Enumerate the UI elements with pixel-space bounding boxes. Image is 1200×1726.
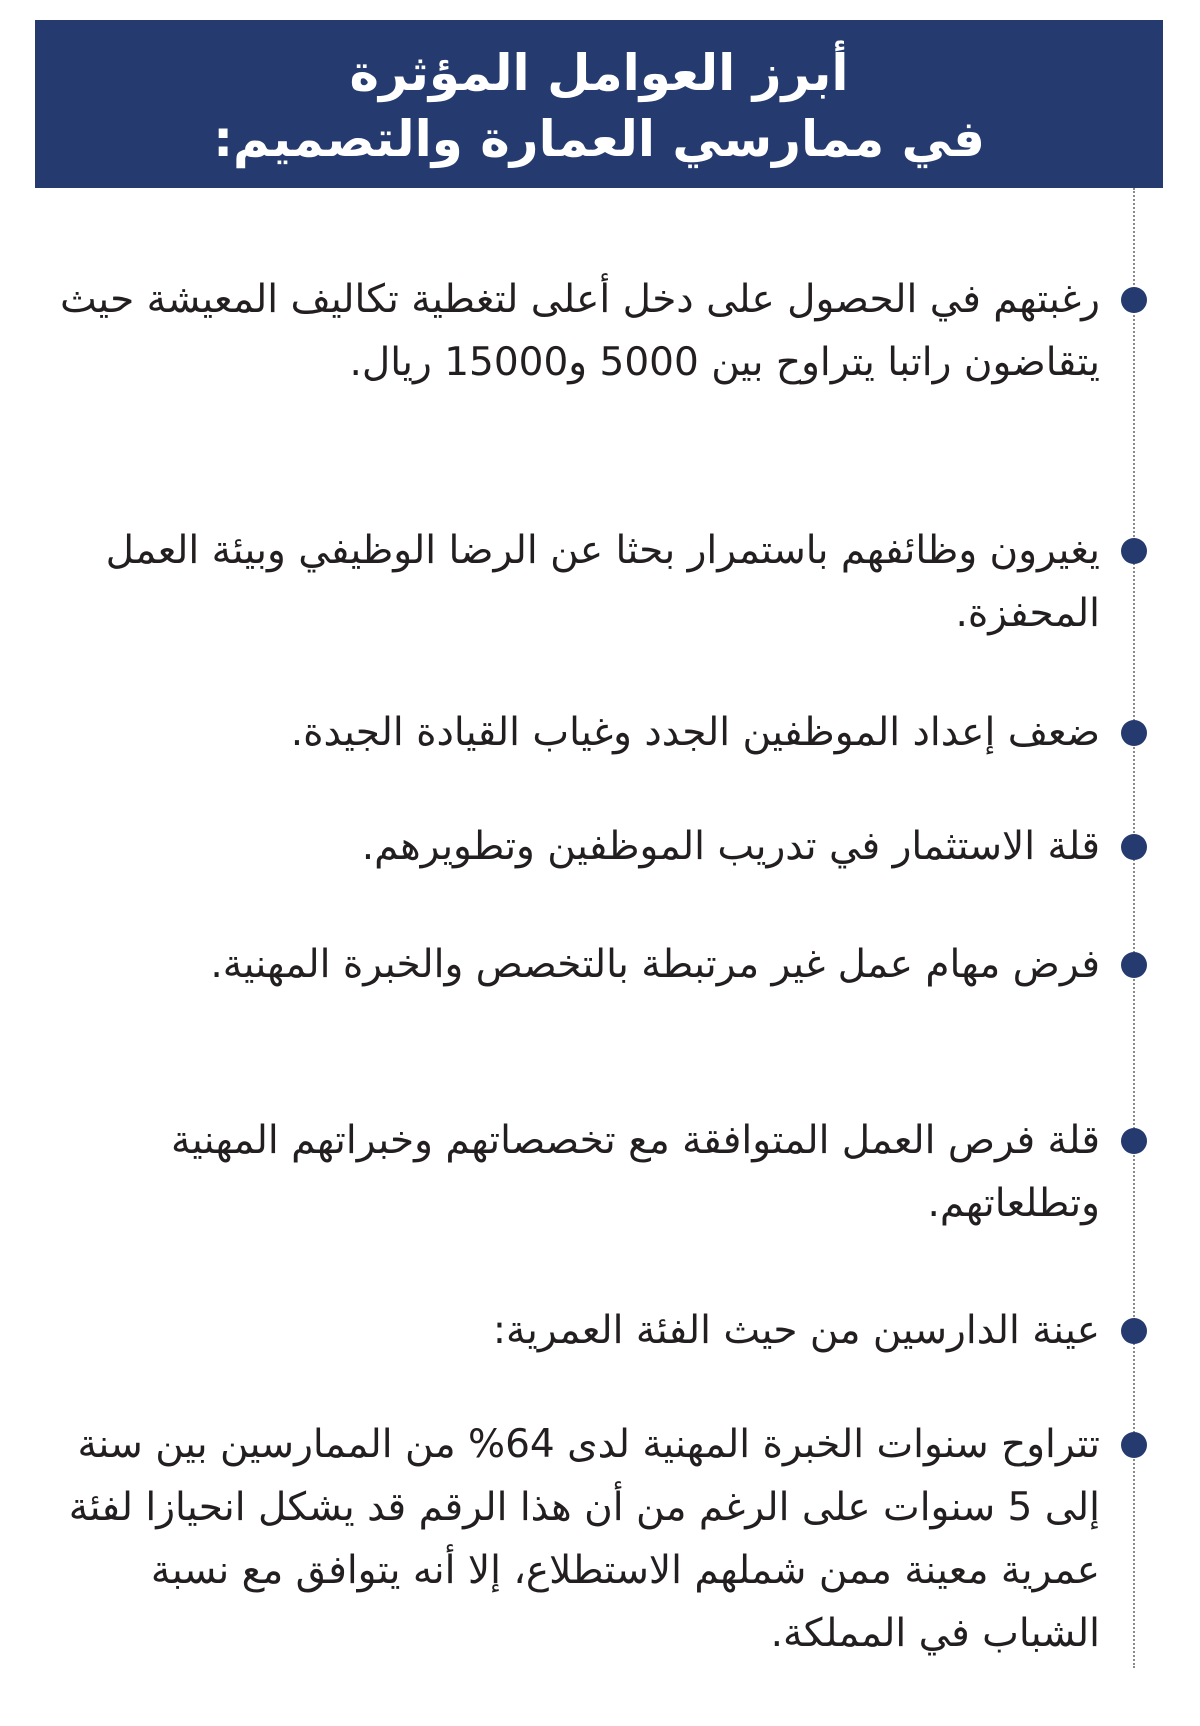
bullet-dot-icon <box>1121 1128 1147 1154</box>
list-item: قلة فرص العمل المتوافقة مع تخصصاتهم وخبراتهم المهنية وتطلعاتهم. <box>171 1118 1100 1226</box>
bullet-dot-icon <box>1121 287 1147 313</box>
bullet-dot-icon <box>1121 1432 1147 1458</box>
list-item: عينة الدارسين من حيث الفئة العمرية: <box>492 1308 1100 1353</box>
bullet-dot-icon <box>1121 1318 1147 1344</box>
bullet-dot-icon <box>1121 720 1147 746</box>
list-item: قلة الاستثمار في تدريب الموظفين وتطويرهم. <box>361 824 1100 869</box>
list-item: يغيرون وظائفهم باستمرار بحثا عن الرضا الوظيفي وبيئة العمل المحفزة. <box>105 528 1100 636</box>
bullet-dot-icon <box>1121 834 1147 860</box>
list-item: رغبتهم في الحصول على دخل أعلى لتغطية تكاليف المعيشة حيث يتقاضون راتبا يتراوح بين 5000 و15000 ريال. <box>60 277 1100 385</box>
title-line-1: أبرز العوامل المؤثرة <box>349 44 849 102</box>
list-item: ضعف إعداد الموظفين الجدد وغياب القيادة الجيدة. <box>290 710 1100 755</box>
list-item: تتراوح سنوات الخبرة المهنية لدى 64% من الممارسين بين سنة إلى 5 سنوات على الرغم من أن هذا الرقم قد يشكل انحيازا لفئة عمرية معينة ممن شملهم الاستطلاع، إلا أنه يتوافق مع نسبة الشباب في المملكة. <box>68 1422 1100 1656</box>
bullet-dot-icon <box>1121 952 1147 978</box>
list-item: فرض مهام عمل غير مرتبطة بالتخصص والخبرة المهنية. <box>210 942 1100 987</box>
header-banner <box>35 20 1163 188</box>
bullet-dot-icon <box>1121 538 1147 564</box>
title-line-2: في ممارسي العمارة والتصميم: <box>213 110 985 168</box>
